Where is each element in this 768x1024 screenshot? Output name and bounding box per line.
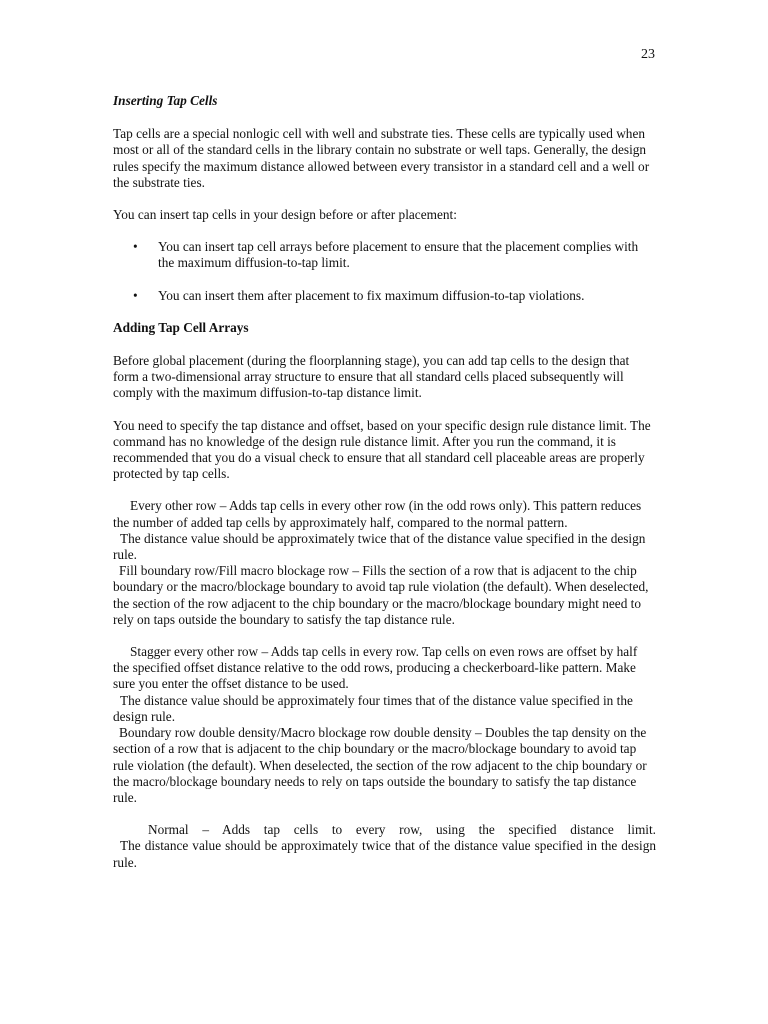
paragraph-global-placement: Before global placement (during the floorplanning stage), you can add tap cells to the design that form a two-dimensional array structure to ensure that all standard cells placed subsequently will comply with the maximum diffusion-to-tap distance limit. [113,353,630,401]
section-heading-inserting-tap-cells: Inserting Tap Cells [113,93,218,108]
paragraph-tap-distance-offset: You need to specify the tap distance and offset, based on your specific design rule distance limit. The command has no knowledge of the design rule distance limit. After you run the command, it is recommended that you do a visual check to ensure that all standard cell placeable areas are properly protected by tap cells. [113,417,651,482]
list-item [113,288,656,304]
paragraph-insert-before-after: You can insert tap cells in your design before or after placement: [113,207,457,223]
option-normal-distance: The distance value should be approximately twice that of the distance value specified in the design rule. [113,838,656,870]
bullet-list [113,239,656,304]
option-block-normal [113,822,656,871]
page-number: 23 [641,47,655,62]
option-boundary-double-density: Boundary row double density/Macro blockage row double density – Doubles the tap density on the section of a row that is adjacent to the chip boundary or the macro/blockage boundary to avoid tap rule violation (the default). When deselected, the section of the row adjacent to the chip boundary or the macro/blockage boundary needs to rely on taps outside the boundary to satisfy the tap distance rule. [113,725,647,805]
option-stagger-every-other-row: Stagger every other row – Adds tap cells in every row. Tap cells on even rows are offset by half the specified offset distance relative to the odd rows, producing a checkerboard-like pattern. Make sure you enter the offset distance to be used. [113,644,638,692]
section-heading-adding-tap-cell-arrays: Adding Tap Cell Arrays [113,319,249,335]
option-every-other-row-distance: The distance value should be approximately twice that of the distance value specified in the design rule. [113,530,646,563]
document-body [113,93,656,887]
option-every-other-row: Every other row – Adds tap cells in every other row (in the odd rows only). This pattern reduces the number of added tap cells by approximately half, compared to the normal pattern. [113,498,642,530]
list-item-text: You can insert them after placement to fix maximum diffusion-to-tap violations. [158,287,585,303]
option-fill-boundary-row: Fill boundary row/Fill macro blockage row – Fills the section of a row that is adjacent to the chip boundary or the macro/blockage boundary to avoid tap rule violation (the default). When deselected, the section of the row adjacent to the chip boundary or the macro/blockage boundary might need to rely on taps outside the boundary to satisfy the tap distance rule. [113,563,649,627]
paragraph-tap-cells-intro: Tap cells are a special nonlogic cell with well and substrate ties. These cells are typically used when most or all of the standard cells in the library contain no substrate or well taps. Generally, the design rules specify the maximum distance allowed between every transistor in a standard cell and a well or the substrate ties. [113,126,650,190]
bullet-icon: • [133,287,138,303]
option-block-every-other-row [113,498,656,628]
list-item-text: You can insert tap cell arrays before placement to ensure that the placement complies with the maximum diffusion-to-tap limit. [158,239,639,271]
option-block-stagger [113,644,656,806]
bullet-icon: • [133,239,138,255]
option-normal: Normal – Adds tap cells to every row, using the specified distance limit. [148,822,656,838]
list-item [113,239,656,271]
option-stagger-distance: The distance value should be approximately four times that of the distance value specified in the design rule. [113,692,633,724]
